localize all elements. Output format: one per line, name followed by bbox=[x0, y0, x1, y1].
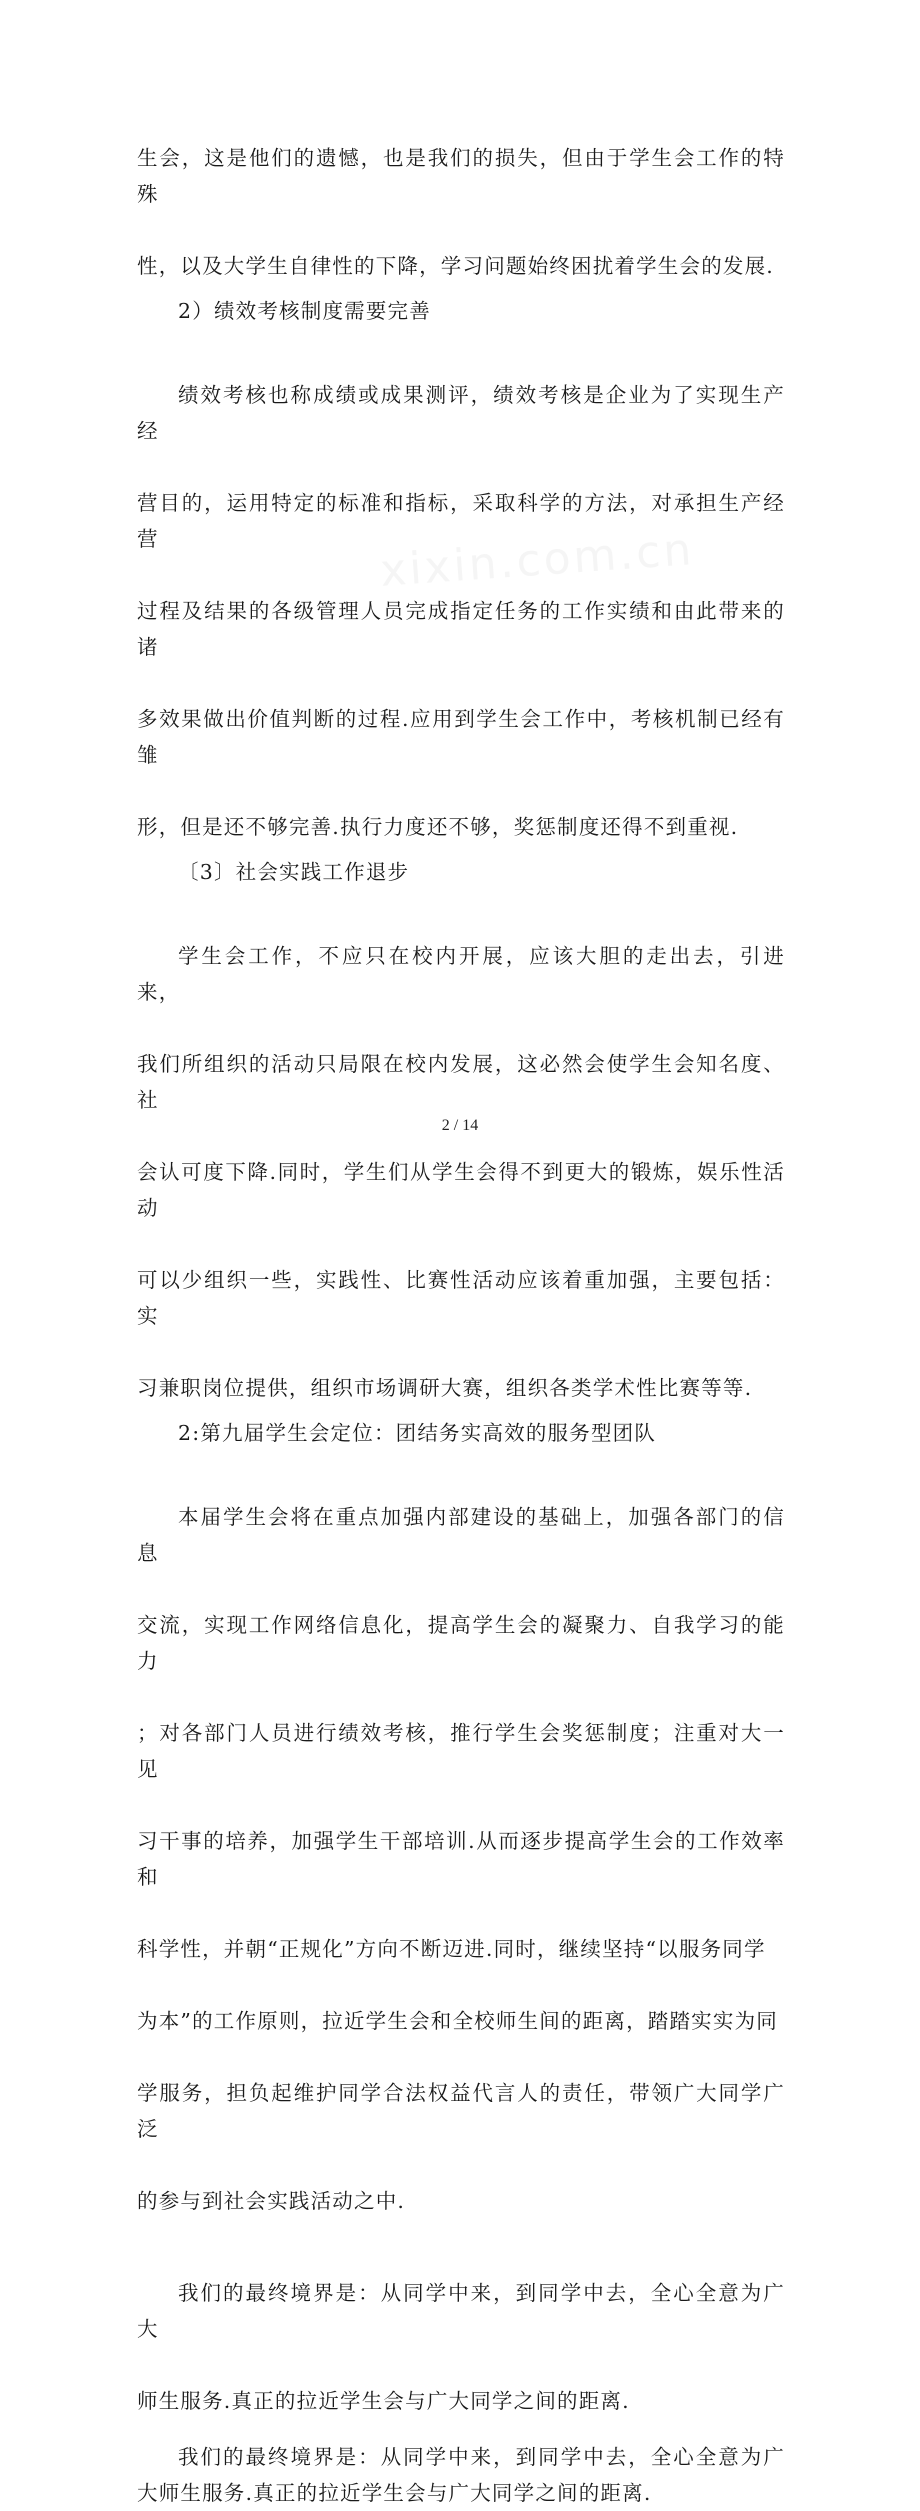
paragraph-performance-review bbox=[137, 341, 785, 845]
paragraph-continuation bbox=[137, 104, 785, 284]
section-heading-goals: 我们的最终境界是：从同学中来，到同学中去，全心全意为广大师生服务.真正的拉近学生会与广大同学之间的距离. bbox=[137, 2445, 785, 2505]
document-body bbox=[137, 104, 785, 2511]
text-line: 师生服务.真正的拉近学生会与广大同学之间的距离. bbox=[137, 2389, 630, 2413]
text-line: 学生会工作，不应只在校内开展，应该大胆的走出去，引进来， bbox=[137, 944, 785, 1004]
text-line: 交流，实现工作网络信息化，提高学生会的凝聚力、自我学习的能力 bbox=[137, 1613, 785, 1673]
text-line: 本届学生会将在重点加强内部建设的基础上，加强各部门的信息 bbox=[137, 1505, 785, 1565]
text-line: 的参与到社会实践活动之中. bbox=[137, 2189, 406, 2213]
text-line: 会认可度下降.同时，学生们从学生会得不到更大的锻炼，娱乐性活动 bbox=[137, 1160, 785, 1220]
paragraph-ultimate-goal bbox=[137, 2239, 785, 2419]
page-number: 2 / 14 bbox=[441, 1117, 479, 1134]
text-line: 习干事的培养，加强学生干部培训.从而逐步提高学生会的工作效率和 bbox=[137, 1829, 785, 1889]
text-line: 过程及结果的各级管理人员完成指定任务的工作实绩和由此带来的诸 bbox=[137, 599, 785, 659]
text-line: 我们的最终境界是：从同学中来，到同学中去，全心全意为广大 bbox=[137, 2281, 785, 2341]
text-line: 习兼职岗位提供，组织市场调研大赛，组织各类学术性比赛等等. bbox=[137, 1376, 753, 1400]
section-heading-positioning: 2:第九届学生会定位：团结务实高效的服务型团队 bbox=[178, 1421, 657, 1445]
text-line: 我们所组织的活动只局限在校内发展，这必然会使学生会知名度、社 bbox=[137, 1052, 785, 1112]
text-line: 学服务，担负起维护同学合法权益代言人的责任，带领广大同学广泛 bbox=[137, 2081, 785, 2141]
paragraph-positioning bbox=[137, 1463, 785, 2219]
text-line: 形，但是还不够完善.执行力度还不够，奖惩制度还得不到重视. bbox=[137, 815, 739, 839]
text-line: 多效果做出价值判断的过程.应用到学生会工作中，考核机制已经有雏 bbox=[137, 707, 785, 767]
text-line: 为本”的工作原则，拉近学生会和全校师生间的距离，踏踏实实为同 bbox=[137, 2009, 778, 2033]
text-line: 科学性，并朝“正规化”方向不断迈进.同时，继续坚持“以服务同学 bbox=[137, 1937, 766, 1961]
text-line: 可以少组织一些，实践性、比赛性活动应该着重加强，主要包括：实 bbox=[137, 1268, 785, 1328]
paragraph-social-practice bbox=[137, 902, 785, 1406]
section-heading-social-practice: 〔3〕社会实践工作退步 bbox=[178, 860, 410, 884]
text-line: 生会，这是他们的遗憾，也是我们的损失，但由于学生会工作的特殊 bbox=[137, 146, 785, 206]
text-line: 绩效考核也称成绩或成果测评，绩效考核是企业为了实现生产经 bbox=[137, 383, 785, 443]
section-heading-performance-review: 2）绩效考核制度需要完善 bbox=[178, 299, 431, 323]
watermark: xixin.com.cn bbox=[378, 524, 696, 597]
text-line: ；对各部门人员进行绩效考核，推行学生会奖惩制度；注重对大一见 bbox=[137, 1721, 785, 1781]
text-line: 营目的，运用特定的标准和指标，采取科学的方法，对承担生产经营 bbox=[137, 491, 785, 551]
text-line: 性，以及大学生自律性的下降，学习问题始终困扰着学生会的发展. bbox=[137, 254, 775, 278]
